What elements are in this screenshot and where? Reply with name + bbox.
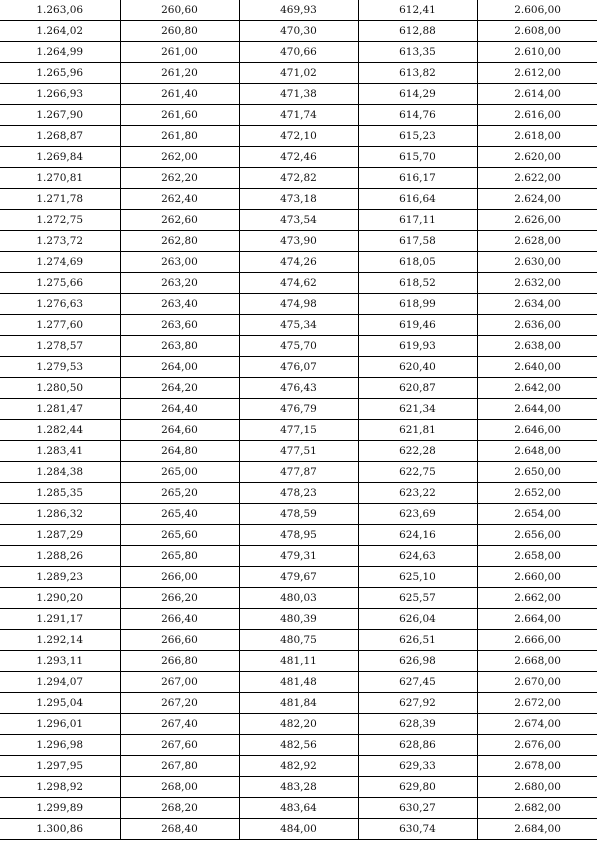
- table-cell: 623,69: [358, 504, 477, 525]
- table-cell: 267,40: [120, 714, 239, 735]
- table-cell: 627,45: [358, 672, 477, 693]
- table-cell: 476,07: [239, 357, 358, 378]
- table-cell: 1.294,07: [0, 672, 120, 693]
- table-cell: 268,40: [120, 819, 239, 840]
- table-cell: 1.286,32: [0, 504, 120, 525]
- table-row: [0, 378, 597, 399]
- table-cell: 2.606,00: [477, 0, 597, 21]
- table-cell: 2.608,00: [477, 21, 597, 42]
- table-row: [0, 147, 597, 168]
- table-cell: 2.658,00: [477, 546, 597, 567]
- table-cell: 264,60: [120, 420, 239, 441]
- table-cell: 483,28: [239, 777, 358, 798]
- table-cell: 482,92: [239, 756, 358, 777]
- table-cell: 621,34: [358, 399, 477, 420]
- table-cell: 1.266,93: [0, 84, 120, 105]
- table-cell: 266,40: [120, 609, 239, 630]
- table-cell: 265,20: [120, 483, 239, 504]
- table-cell: 622,28: [358, 441, 477, 462]
- table-cell: 477,51: [239, 441, 358, 462]
- table-cell: 260,80: [120, 21, 239, 42]
- table-cell: 2.662,00: [477, 588, 597, 609]
- table-cell: 475,34: [239, 315, 358, 336]
- table-cell: 477,87: [239, 462, 358, 483]
- table-cell: 1.280,50: [0, 378, 120, 399]
- table-cell: 482,20: [239, 714, 358, 735]
- table-cell: 265,00: [120, 462, 239, 483]
- table-cell: 618,05: [358, 252, 477, 273]
- table-cell: 262,20: [120, 168, 239, 189]
- table-cell: 268,20: [120, 798, 239, 819]
- table-cell: 2.672,00: [477, 693, 597, 714]
- table-cell: 616,64: [358, 189, 477, 210]
- table-cell: 471,02: [239, 63, 358, 84]
- table-row: [0, 273, 597, 294]
- table-cell: 267,00: [120, 672, 239, 693]
- table-cell: 1.288,26: [0, 546, 120, 567]
- table-cell: 1.292,14: [0, 630, 120, 651]
- table-cell: 622,75: [358, 462, 477, 483]
- table-cell: 1.290,20: [0, 588, 120, 609]
- table-cell: 1.291,17: [0, 609, 120, 630]
- table-cell: 481,48: [239, 672, 358, 693]
- table-cell: 615,70: [358, 147, 477, 168]
- table-cell: 1.263,06: [0, 0, 120, 21]
- table-cell: 263,60: [120, 315, 239, 336]
- table-cell: 612,41: [358, 0, 477, 21]
- table-cell: 268,00: [120, 777, 239, 798]
- table-cell: 474,26: [239, 252, 358, 273]
- table-cell: 267,60: [120, 735, 239, 756]
- table-cell: 480,75: [239, 630, 358, 651]
- table-cell: 1.281,47: [0, 399, 120, 420]
- table-row: [0, 735, 597, 756]
- table-cell: 1.267,90: [0, 105, 120, 126]
- table-cell: 620,40: [358, 357, 477, 378]
- table-cell: 2.646,00: [477, 420, 597, 441]
- table-cell: 2.682,00: [477, 798, 597, 819]
- table-cell: 471,74: [239, 105, 358, 126]
- table-row: [0, 42, 597, 63]
- table-cell: 1.264,02: [0, 21, 120, 42]
- table-cell: 624,16: [358, 525, 477, 546]
- table-cell: 2.666,00: [477, 630, 597, 651]
- table-row: [0, 231, 597, 252]
- table-row: [0, 798, 597, 819]
- table-cell: 616,17: [358, 168, 477, 189]
- table-cell: 619,46: [358, 315, 477, 336]
- table-cell: 2.626,00: [477, 210, 597, 231]
- table-cell: 2.680,00: [477, 777, 597, 798]
- table-cell: 613,82: [358, 63, 477, 84]
- table-cell: 479,31: [239, 546, 358, 567]
- table-cell: 617,11: [358, 210, 477, 231]
- table-cell: 626,04: [358, 609, 477, 630]
- table-cell: 2.676,00: [477, 735, 597, 756]
- table-cell: 2.614,00: [477, 84, 597, 105]
- table-cell: 2.622,00: [477, 168, 597, 189]
- table-row: [0, 756, 597, 777]
- table-cell: 262,40: [120, 189, 239, 210]
- table-cell: 266,80: [120, 651, 239, 672]
- table-cell: 476,43: [239, 378, 358, 399]
- table-cell: 1.269,84: [0, 147, 120, 168]
- table-cell: 267,20: [120, 693, 239, 714]
- table-cell: 2.640,00: [477, 357, 597, 378]
- table-cell: 617,58: [358, 231, 477, 252]
- table-cell: 261,20: [120, 63, 239, 84]
- table-cell: 264,80: [120, 441, 239, 462]
- table-cell: 471,38: [239, 84, 358, 105]
- table-row: [0, 315, 597, 336]
- table-row: [0, 336, 597, 357]
- table-cell: 483,64: [239, 798, 358, 819]
- table-cell: 2.610,00: [477, 42, 597, 63]
- table-cell: 2.628,00: [477, 231, 597, 252]
- table-cell: 626,51: [358, 630, 477, 651]
- table-cell: 262,00: [120, 147, 239, 168]
- table-cell: 476,79: [239, 399, 358, 420]
- table-cell: 2.674,00: [477, 714, 597, 735]
- table-cell: 469,93: [239, 0, 358, 21]
- table-cell: 481,11: [239, 651, 358, 672]
- table-cell: 2.660,00: [477, 567, 597, 588]
- table-cell: 1.300,86: [0, 819, 120, 840]
- table-cell: 621,81: [358, 420, 477, 441]
- table-cell: 261,40: [120, 84, 239, 105]
- table-cell: 615,23: [358, 126, 477, 147]
- table-cell: 263,00: [120, 252, 239, 273]
- table-cell: 470,66: [239, 42, 358, 63]
- table-row: [0, 441, 597, 462]
- table-row: [0, 714, 597, 735]
- table-cell: 262,80: [120, 231, 239, 252]
- table-cell: 623,22: [358, 483, 477, 504]
- table-cell: 2.638,00: [477, 336, 597, 357]
- table-cell: 2.678,00: [477, 756, 597, 777]
- table-cell: 264,20: [120, 378, 239, 399]
- table-cell: 1.295,04: [0, 693, 120, 714]
- table-cell: 482,56: [239, 735, 358, 756]
- table-cell: 265,40: [120, 504, 239, 525]
- table-cell: 473,54: [239, 210, 358, 231]
- table-row: [0, 693, 597, 714]
- table-row: [0, 462, 597, 483]
- table-row: [0, 168, 597, 189]
- table-cell: 1.265,96: [0, 63, 120, 84]
- table-cell: 478,95: [239, 525, 358, 546]
- table-cell: 264,00: [120, 357, 239, 378]
- table-cell: 1.287,29: [0, 525, 120, 546]
- table-row: [0, 294, 597, 315]
- table-cell: 263,40: [120, 294, 239, 315]
- table-cell: 263,20: [120, 273, 239, 294]
- table-cell: 613,35: [358, 42, 477, 63]
- table-row: [0, 525, 597, 546]
- table-row: [0, 126, 597, 147]
- table-cell: 264,40: [120, 399, 239, 420]
- table-cell: 628,39: [358, 714, 477, 735]
- table-cell: 2.632,00: [477, 273, 597, 294]
- table-cell: 618,52: [358, 273, 477, 294]
- table-cell: 630,27: [358, 798, 477, 819]
- table-cell: 1.282,44: [0, 420, 120, 441]
- table-cell: 629,33: [358, 756, 477, 777]
- table-cell: 484,00: [239, 819, 358, 840]
- table-row: [0, 504, 597, 525]
- table-cell: 2.648,00: [477, 441, 597, 462]
- table-row: [0, 483, 597, 504]
- table-cell: 2.612,00: [477, 63, 597, 84]
- table-cell: 265,80: [120, 546, 239, 567]
- table-cell: 2.636,00: [477, 315, 597, 336]
- table-cell: 478,59: [239, 504, 358, 525]
- table-row: [0, 21, 597, 42]
- table-cell: 614,76: [358, 105, 477, 126]
- table-cell: 1.270,81: [0, 168, 120, 189]
- table-row: [0, 189, 597, 210]
- table-cell: 619,93: [358, 336, 477, 357]
- table-row: [0, 777, 597, 798]
- table-cell: 612,88: [358, 21, 477, 42]
- table-cell: 1.299,89: [0, 798, 120, 819]
- table-row: [0, 819, 597, 840]
- table-cell: 624,63: [358, 546, 477, 567]
- table-cell: 472,82: [239, 168, 358, 189]
- table-cell: 1.284,38: [0, 462, 120, 483]
- table-cell: 480,03: [239, 588, 358, 609]
- table-cell: 618,99: [358, 294, 477, 315]
- table-cell: 2.670,00: [477, 672, 597, 693]
- table-row: [0, 357, 597, 378]
- table-cell: 478,23: [239, 483, 358, 504]
- table-cell: 479,67: [239, 567, 358, 588]
- table-cell: 2.630,00: [477, 252, 597, 273]
- table-cell: 620,87: [358, 378, 477, 399]
- table-cell: 630,74: [358, 819, 477, 840]
- table-cell: 470,30: [239, 21, 358, 42]
- table-cell: 475,70: [239, 336, 358, 357]
- table-row: [0, 651, 597, 672]
- table-cell: 1.297,95: [0, 756, 120, 777]
- table-row: [0, 210, 597, 231]
- table-cell: 2.652,00: [477, 483, 597, 504]
- table-cell: 481,84: [239, 693, 358, 714]
- table-cell: 2.616,00: [477, 105, 597, 126]
- table-cell: 1.275,66: [0, 273, 120, 294]
- table-cell: 472,46: [239, 147, 358, 168]
- table-cell: 262,60: [120, 210, 239, 231]
- table-cell: 1.279,53: [0, 357, 120, 378]
- table-cell: 1.277,60: [0, 315, 120, 336]
- table-cell: 1.285,35: [0, 483, 120, 504]
- table-row: [0, 630, 597, 651]
- table-cell: 474,98: [239, 294, 358, 315]
- table-cell: 260,60: [120, 0, 239, 21]
- table-cell: 1.298,92: [0, 777, 120, 798]
- table-row: [0, 63, 597, 84]
- table-cell: 2.634,00: [477, 294, 597, 315]
- table-cell: 1.296,01: [0, 714, 120, 735]
- table-cell: 1.271,78: [0, 189, 120, 210]
- table-cell: 2.654,00: [477, 504, 597, 525]
- table-row: [0, 399, 597, 420]
- table-cell: 474,62: [239, 273, 358, 294]
- table-row: [0, 0, 597, 21]
- table-cell: 629,80: [358, 777, 477, 798]
- table-cell: 614,29: [358, 84, 477, 105]
- table-cell: 1.278,57: [0, 336, 120, 357]
- table-cell: 2.620,00: [477, 147, 597, 168]
- table-cell: 2.650,00: [477, 462, 597, 483]
- table-cell: 473,90: [239, 231, 358, 252]
- table-row: [0, 567, 597, 588]
- table-cell: 266,60: [120, 630, 239, 651]
- table-row: [0, 672, 597, 693]
- table-cell: 1.264,99: [0, 42, 120, 63]
- table-cell: 261,00: [120, 42, 239, 63]
- table-cell: 267,80: [120, 756, 239, 777]
- table-cell: 265,60: [120, 525, 239, 546]
- table-cell: 1.272,75: [0, 210, 120, 231]
- table-cell: 2.668,00: [477, 651, 597, 672]
- table-cell: 266,20: [120, 588, 239, 609]
- table-row: [0, 105, 597, 126]
- table-row: [0, 588, 597, 609]
- table-cell: 625,57: [358, 588, 477, 609]
- table-cell: 263,80: [120, 336, 239, 357]
- table-row: [0, 609, 597, 630]
- table-cell: 1.274,69: [0, 252, 120, 273]
- table-cell: 477,15: [239, 420, 358, 441]
- table-cell: 2.664,00: [477, 609, 597, 630]
- table-cell: 472,10: [239, 126, 358, 147]
- table-cell: 480,39: [239, 609, 358, 630]
- table-cell: 2.624,00: [477, 189, 597, 210]
- table-cell: 1.293,11: [0, 651, 120, 672]
- table-cell: 625,10: [358, 567, 477, 588]
- table-cell: 1.289,23: [0, 567, 120, 588]
- table-row: [0, 252, 597, 273]
- table-cell: 2.644,00: [477, 399, 597, 420]
- table-cell: 2.642,00: [477, 378, 597, 399]
- table-cell: 2.684,00: [477, 819, 597, 840]
- table-cell: 626,98: [358, 651, 477, 672]
- table-cell: 473,18: [239, 189, 358, 210]
- table-cell: 2.656,00: [477, 525, 597, 546]
- table-cell: 1.276,63: [0, 294, 120, 315]
- table-row: [0, 84, 597, 105]
- table-cell: 627,92: [358, 693, 477, 714]
- table-cell: 628,86: [358, 735, 477, 756]
- table-cell: 261,80: [120, 126, 239, 147]
- table-cell: 1.283,41: [0, 441, 120, 462]
- table-row: [0, 546, 597, 567]
- table-cell: 1.273,72: [0, 231, 120, 252]
- table-cell: 2.618,00: [477, 126, 597, 147]
- table-cell: 261,60: [120, 105, 239, 126]
- table-cell: 1.268,87: [0, 126, 120, 147]
- table-cell: 266,00: [120, 567, 239, 588]
- table-row: [0, 420, 597, 441]
- table-cell: 1.296,98: [0, 735, 120, 756]
